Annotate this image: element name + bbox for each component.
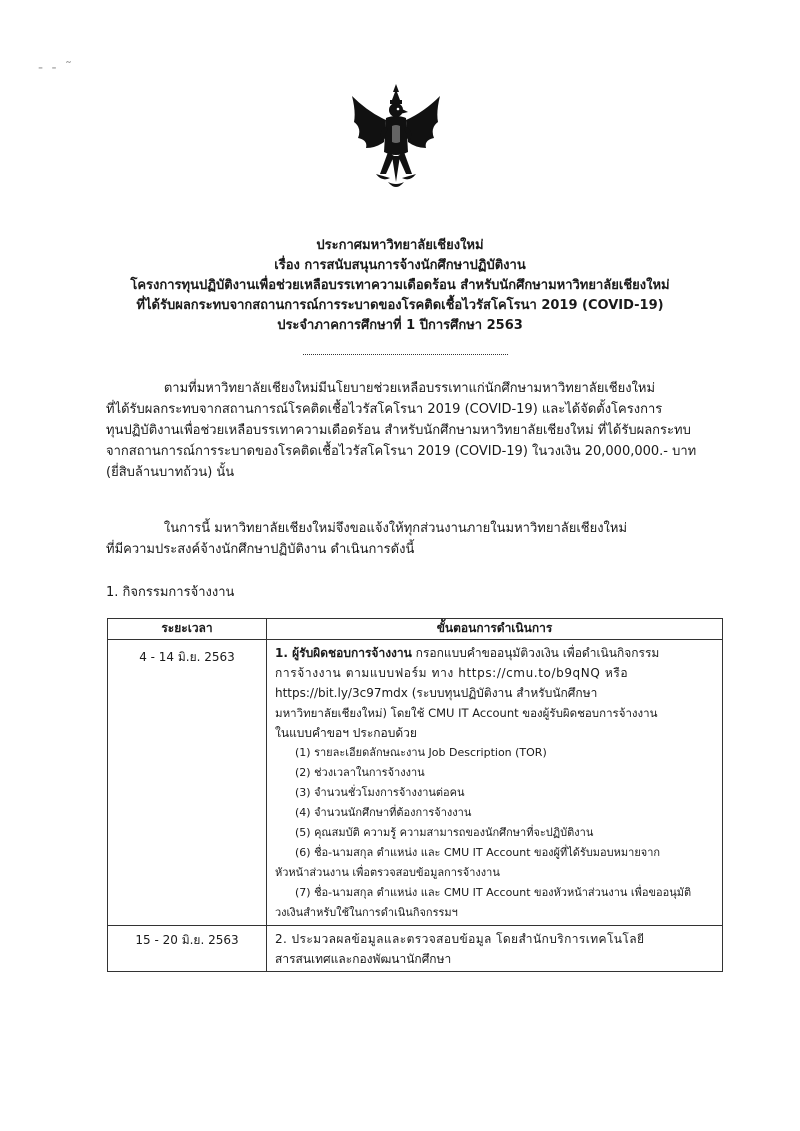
garuda-emblem xyxy=(348,82,444,194)
step-line xyxy=(275,643,716,663)
column-header-steps: ขั้นตอนการดำเนินการ xyxy=(267,619,723,640)
period-cell: 15 - 20 มิ.ย. 2563 xyxy=(108,926,267,972)
list-item: (1) รายละเอียดลักษณะงาน Job Description (TOR) xyxy=(295,746,547,759)
paragraph-line: ตามที่มหาวิทยาลัยเชียงใหม่มีนโยบายช่วยเหลือบรรเทาแก่นักศึกษามหาวิทยาลัยเชียงใหม่ xyxy=(106,381,656,396)
list-item: (6) ชื่อ-นามสกุล ตำแหน่ง และ CMU IT Account ของผู้ที่ได้รับมอบหมายจาก xyxy=(295,846,661,859)
period-cell: 4 - 14 มิ.ย. 2563 xyxy=(108,640,267,926)
paragraph-notice xyxy=(106,518,718,560)
table-row xyxy=(108,926,723,972)
scan-speck: - - ˜ xyxy=(38,60,75,76)
steps-cell xyxy=(267,926,723,972)
list-item: (3) จำนวนชั่วโมงการจ้างงานต่อคน xyxy=(295,786,465,799)
paragraph-line: ที่มีความประสงค์จ้างนักศึกษาปฏิบัติงาน ดำเนินการดังนี้ xyxy=(106,542,415,557)
paragraph-line: ทุนปฏิบัติงานเพื่อช่วยเหลือบรรเทาความเดือดร้อน สำหรับนักศึกษามหาวิทยาลัยเชียงใหม่ ที่ได้รับผลกระทบ xyxy=(106,423,691,438)
announcement-header xyxy=(0,236,800,336)
step-line: ในแบบคำขอฯ ประกอบด้วย xyxy=(275,726,417,740)
step-line: มหาวิทยาลัยเชียงใหม่) โดยใช้ CMU IT Account ของผู้รับผิดชอบการจ้างงาน xyxy=(275,706,658,720)
paragraph-line: จากสถานการณ์การระบาดของโรคติดเชื้อไวรัสโคโรนา 2019 (COVID-19) ในวงเงิน 20,000,000.- บาท xyxy=(106,444,697,459)
header-line: ที่ได้รับผลกระทบจากสถานการณ์การระบาดของโรคติดเชื้อไวรัสโคโรนา 2019 (COVID-19) xyxy=(136,298,664,313)
list-item: (5) คุณสมบัติ ความรู้ ความสามารถของนักศึกษาที่จะปฏิบัติงาน xyxy=(295,826,594,839)
paragraph-line: (ยี่สิบล้านบาทถ้วน) นั้น xyxy=(106,465,235,480)
list-item-continued: วงเงินสำหรับใช้ในการดำเนินกิจกรรมฯ xyxy=(275,906,458,919)
section-title: 1. กิจกรรมการจ้างงาน xyxy=(106,585,235,600)
paragraph-line: ที่ได้รับผลกระทบจากสถานการณ์โรคติดเชื้อไวรัสโคโรนา 2019 (COVID-19) และได้จัดตั้งโครงการ xyxy=(106,402,663,417)
column-header-period: ระยะเวลา xyxy=(108,619,267,640)
header-line: ประกาศมหาวิทยาลัยเชียงใหม่ xyxy=(316,238,484,253)
step-lead: 1. ผู้รับผิดชอบการจ้างงาน xyxy=(275,646,412,660)
list-item-continued: หัวหน้าส่วนงาน เพื่อตรวจสอบข้อมูลการจ้างงาน xyxy=(275,866,500,879)
header-line: โครงการทุนปฏิบัติงานเพื่อช่วยเหลือบรรเทาความเดือดร้อน สำหรับนักศึกษามหาวิทยาลัยเชียงใหม่ xyxy=(130,278,670,293)
table-header-row xyxy=(108,619,723,640)
steps-cell xyxy=(267,640,723,926)
header-line: เรื่อง การสนับสนุนการจ้างนักศึกษาปฏิบัติงาน xyxy=(274,258,526,273)
paragraph-intro xyxy=(106,378,718,483)
step-line: สารสนเทศและกองพัฒนานักศึกษา xyxy=(275,952,452,966)
step-line: https://bit.ly/3c97mdx (ระบบทุนปฏิบัติงาน สำหรับนักศึกษา xyxy=(275,686,598,700)
list-item: (2) ช่วงเวลาในการจ้างงาน xyxy=(295,766,425,779)
step-line: การจ้างงาน ตามแบบฟอร์ม ทาง https://cmu.to/b9qNQ หรือ xyxy=(275,666,629,680)
header-line: ประจำภาคการศึกษาที่ 1 ปีการศึกษา 2563 xyxy=(277,318,523,333)
step-line: 2. ประมวลผลข้อมูลและตรวจสอบข้อมูล โดยสำนักบริการเทคโนโลยี xyxy=(275,932,645,946)
dotted-separator xyxy=(303,354,508,355)
schedule-table xyxy=(107,618,723,972)
list-item: (4) จำนวนนักศึกษาที่ต้องการจ้างงาน xyxy=(295,806,472,819)
step-text: กรอกแบบคำขออนุมัติวงเงิน เพื่อดำเนินกิจกรรม xyxy=(411,646,660,660)
paragraph-line: ในการนี้ มหาวิทยาลัยเชียงใหม่จึงขอแจ้งให้ทุกส่วนงานภายในมหาวิทยาลัยเชียงใหม่ xyxy=(106,521,628,536)
list-item: (7) ชื่อ-นามสกุล ตำแหน่ง และ CMU IT Account ของหัวหน้าส่วนงาน เพื่อขออนุมัติ xyxy=(295,886,692,899)
table-row xyxy=(108,640,723,926)
